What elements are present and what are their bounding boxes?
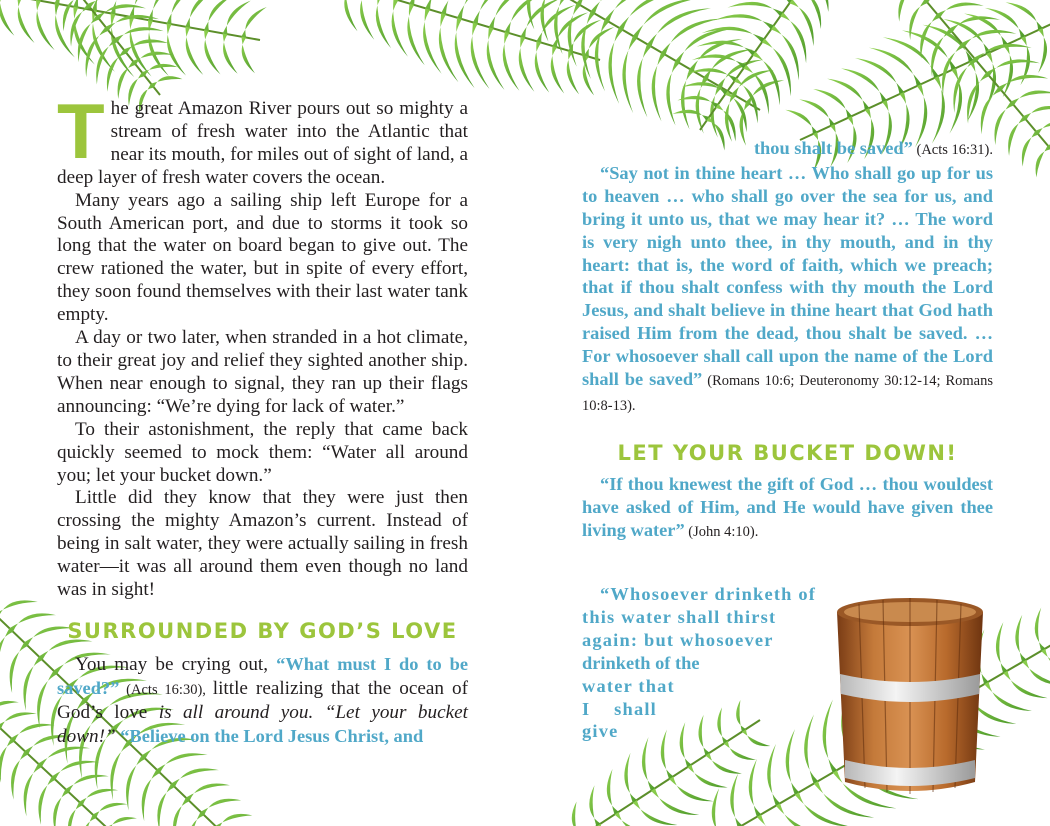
paragraph-intro bbox=[57, 87, 468, 190]
verse-line: drinketh of the bbox=[582, 652, 700, 673]
verse-line: give bbox=[582, 721, 619, 742]
verse-acts-16-30: “What must I do to be saved?” bbox=[57, 653, 468, 698]
verse-john-text: “If thou knewest the gift of God … thou wouldest have asked of Him, and He would have given thee living water” bbox=[582, 473, 993, 540]
section-heading-bucket: LET YOUR BUCKET DOWN! bbox=[617, 440, 958, 465]
ref-romans: (Romans 10:6; Deuteronomy 30:12-14; Romans 10:8-13). bbox=[582, 373, 993, 414]
intro-text: he great Amazon River pours out so mighty a stream of fresh water into the Atlantic that near its mouth, for miles out of sight of land, a deep layer of fresh water covers the ocean. bbox=[57, 98, 468, 188]
paragraph-reply: To their astonishment, the reply that came back quickly seemed to mock them: “Water all around you; let your bucket down.” bbox=[57, 418, 468, 486]
text-crying: You may be crying out, bbox=[75, 653, 277, 675]
ref-john-4-10: (John 4:10). bbox=[684, 523, 759, 540]
ref-acts-16-31: (Acts 16:31). bbox=[912, 142, 993, 158]
right-text-column bbox=[582, 137, 993, 544]
text-all-around: is all around you. “Let your bucket down!” bbox=[57, 701, 468, 747]
verse-line: this water shall thirst bbox=[582, 606, 777, 627]
text-ocean: little realizing that the ocean of God’s love bbox=[57, 677, 469, 723]
verse-line: again: but whosoever bbox=[582, 629, 774, 650]
verse-line: water that bbox=[582, 675, 675, 696]
verse-romans-10 bbox=[582, 162, 993, 418]
paragraph-signal: A day or two later, when stranded in a hot climate, to their great joy and relief they sighted another ship. When near enough to signal, they ran up their flags announcing: “We’re dying for lack of water.” bbox=[57, 327, 468, 417]
paragraph-ship: Many years ago a sailing ship left Europe for a South American port, and due to storms it took so long that the water on board began to give out. The crew rationed the water, but in spite of every effort, they soon found themselves with their last water tank empty. bbox=[57, 189, 468, 326]
verse-line: I shall bbox=[582, 698, 657, 719]
verse-acts-16-31-start: “Believe on the Lord Jesus Christ, and bbox=[115, 725, 424, 746]
right-page bbox=[525, 0, 1050, 826]
left-text-column bbox=[57, 87, 469, 748]
verse-romans-text: “Say not in thine heart … Who shall go up for us to heaven … who shall go over the sea for us, and bring it unto us, that we may hear it? … The word is very nigh unto thee, in thy mouth, and in thy heart: that is, the word of faith, which we preach; that if thou shalt confess with thy mouth the Lord Jesus, and shalt believe in thine heart that God hath raised Him from the dead, thou shalt be saved. … For whosoever shall call upon the name of the Lord shall be saved” bbox=[582, 162, 993, 390]
drop-cap: T bbox=[57, 87, 105, 175]
wooden-bucket-image bbox=[825, 582, 995, 804]
verse-text-saved: thou shalt be saved” bbox=[753, 138, 913, 158]
verse-line: “Whosoever drinketh of bbox=[600, 584, 817, 604]
verse-john-4-10 bbox=[582, 473, 993, 544]
section-heading-surrounded: SURROUNDED BY GOD’S LOVE bbox=[67, 618, 458, 643]
ref-acts-16-30: (Acts 16:30), bbox=[119, 681, 213, 698]
verse-whosoever-drinketh bbox=[582, 583, 850, 743]
verse-acts-16-31-end bbox=[582, 137, 993, 162]
paragraph-amazon: Little did they know that they were just then crossing the mighty Amazon’s current. Instead of being in salt water, they were actually sailing in fresh water—it was all around them even though no land was in sight! bbox=[57, 487, 468, 601]
paragraph-crying-out bbox=[57, 653, 468, 749]
